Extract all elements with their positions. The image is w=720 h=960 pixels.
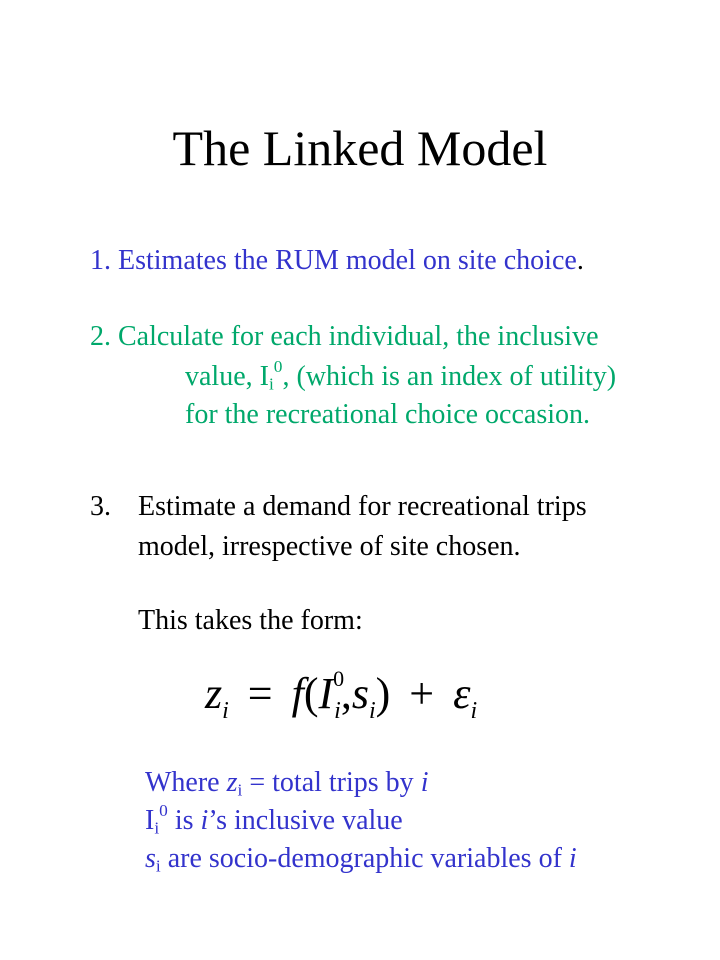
where-i-3: i: [568, 843, 577, 874]
formula-I: I: [318, 669, 334, 718]
where-line-3: [145, 842, 577, 876]
formula-equals: =: [247, 669, 273, 718]
formula-plus: +: [409, 669, 435, 718]
formula-rparen: ): [375, 669, 391, 718]
formula-s: s: [351, 669, 369, 718]
item-1: [90, 244, 584, 278]
where-I-sup: 0: [159, 800, 168, 820]
item-3-line-2: model, irrespective of site chosen.: [138, 531, 521, 562]
where-z-sub: i: [237, 780, 243, 800]
formula-I-sub: i: [334, 698, 341, 724]
where-z: z: [226, 767, 238, 798]
formula-z: z: [205, 669, 223, 718]
item-2-utility-note: , (which is an index of utility): [282, 361, 617, 392]
formula-f: f: [291, 669, 304, 718]
where-label: Where: [145, 767, 227, 798]
formula-epsilon-sub: i: [470, 698, 478, 724]
item-1-text: 1. Estimates the RUM model on site choice: [90, 245, 577, 276]
where-s-sub: i: [155, 856, 161, 876]
item-2-value-label: value, I: [185, 361, 269, 392]
item-2-line-3: for the recreational choice occasion.: [185, 399, 591, 430]
item-2-line-2: [185, 356, 617, 394]
where-I-sub: i: [154, 818, 160, 838]
where-line-1: [145, 766, 428, 800]
where-i: i: [420, 767, 429, 798]
where-total-trips: = total trips by: [242, 767, 421, 798]
item-2-sup: 0: [273, 356, 283, 376]
where-inclusive-value: ’s inclusive value: [208, 805, 403, 836]
slide-title: The Linked Model: [172, 120, 548, 176]
item-1-period: .: [576, 245, 584, 276]
where-socio-demographic: are socio-demographic variables of: [160, 843, 569, 874]
formula-comma: ,: [340, 669, 352, 718]
item-2-sub: i: [268, 374, 274, 394]
formula-epsilon: ε: [453, 669, 471, 718]
item-3-line-1: Estimate a demand for recreational trips: [138, 491, 587, 522]
formula-I-sup: 0: [333, 666, 345, 691]
item-2-line-1: 2. Calculate for each individual, the inclusive: [90, 321, 599, 352]
where-is: is: [167, 805, 201, 836]
formula-s-sub: i: [368, 698, 376, 724]
formula-lparen: (: [303, 669, 319, 718]
where-s: s: [145, 843, 156, 874]
where-i-2: i: [200, 805, 209, 836]
formula-z-sub: i: [222, 698, 229, 724]
where-I: I: [145, 805, 155, 836]
demand-formula: [205, 668, 477, 723]
item-3-number: 3.: [90, 491, 111, 522]
item-3-line-3: This takes the form:: [138, 605, 363, 636]
where-line-2: [145, 800, 403, 838]
